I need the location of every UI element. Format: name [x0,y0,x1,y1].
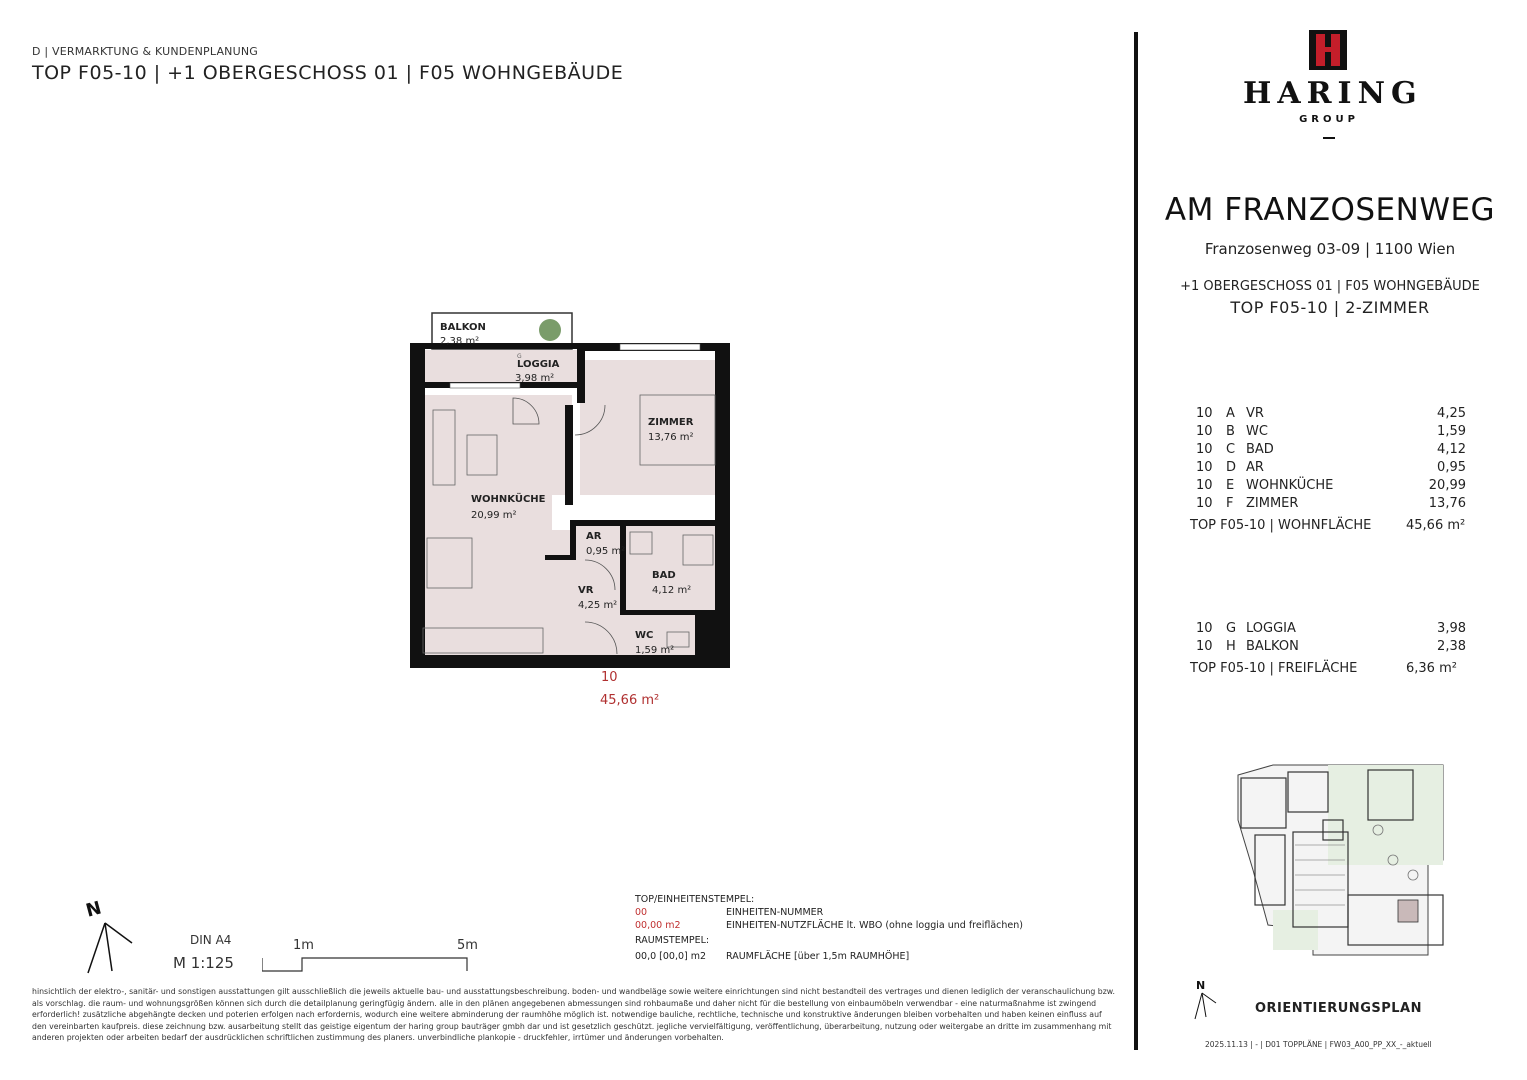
row-letter: H [1226,638,1236,654]
row-value: 13,76 [1428,495,1466,511]
wohnkueche-label: WOHNKÜCHE [471,494,546,505]
row-value: 20,99 [1428,477,1466,493]
unit-number: 10 [601,670,618,685]
orientation-label: ORIENTIERUNGSPLAN [1255,1001,1422,1016]
total-value: 45,66 m² [1406,517,1466,533]
stamp-room-heading: RAUMSTEMPEL: [635,935,710,946]
table-row [1190,440,1466,458]
balkon-area: 2,38 m² [440,336,480,347]
haring-logo [1243,30,1423,130]
vr-label: VR [578,585,594,596]
wohnkueche-area: 20,99 m² [471,510,517,521]
row-letter: B [1226,423,1235,439]
orientation-north-icon [1190,975,1220,1023]
row-letter: F [1226,495,1234,511]
project-floor: +1 OBERGESCHOSS 01 | F05 WOHNGEBÄUDE [1180,279,1480,294]
bad-label: BAD [652,570,676,581]
row-name: ZIMMER [1246,495,1299,511]
table-row [1190,619,1466,637]
row-value: 3,98 [1437,620,1466,636]
department-label: D | VERMARKTUNG & KUNDENPLANUNG [32,45,259,58]
total-value: 6,36 m² [1406,660,1457,676]
scale-tick-1m: 1m [293,938,314,953]
logo-subtitle: GROUP [1299,114,1359,125]
table-row [1190,422,1466,440]
orientation-north-letter: N [1196,979,1206,992]
stamp-legend [635,893,1023,963]
row-num: 10 [1196,477,1213,493]
loggia-label: LOGGIA [517,359,560,370]
row-name: BAD [1246,441,1274,457]
row-name: LOGGIA [1246,620,1296,636]
stamp-unit-area-code: 00,00 m2 [635,920,681,931]
wc-label: WC [635,630,654,641]
row-value: 0,95 [1437,459,1466,475]
plant-icon [539,319,561,341]
north-arrow-icon [80,893,140,983]
north-letter: N [83,897,104,922]
zimmer-area: 13,76 m² [648,432,694,443]
stamp-room-desc: RAUMFLÄCHE [über 1,5m RAUMHÖHE] [726,951,910,962]
scale-bar [262,955,472,975]
table-row [1190,637,1466,655]
total-label: TOP F05-10 | FREIFLÄCHE [1190,660,1358,676]
window [450,383,520,388]
total-row [1190,655,1466,677]
table-row [1190,494,1466,512]
row-num: 10 [1196,459,1213,475]
footer-reference: 2025.11.13 | - | D01 TOPPLÄNE | FW03_A00_PP_XX_-_aktuell [1205,1040,1432,1049]
floor-plan [405,310,735,670]
row-letter: C [1226,441,1236,457]
loggia-letter: G [517,353,522,360]
zimmer-label: ZIMMER [648,417,694,428]
page-title: TOP F05-10 | +1 OBERGESCHOSS 01 | F05 WOHNGEBÄUDE [32,62,624,84]
stamp-unit-code-desc: EINHEITEN-NUMMER [726,907,824,918]
stamp-row [635,950,1023,963]
divider-line [1134,32,1138,1050]
row-num: 10 [1196,441,1213,457]
ar-area: 0,95 m² [586,546,626,557]
row-value: 4,25 [1437,405,1466,421]
orientation-plan [1233,760,1448,965]
wohnkueche-fill [415,395,552,657]
scale-paper: DIN A4 [190,933,232,947]
logo-wordmark: HARING [1243,76,1423,111]
row-value: 2,38 [1437,638,1466,654]
row-name: VR [1246,405,1264,421]
row-name: BALKON [1246,638,1299,654]
stamp-heading: TOP/EINHEITENSTEMPEL: [635,894,755,905]
highlighted-building [1398,900,1418,922]
stamp-unit-area-desc: EINHEITEN-NUTZFLÄCHE lt. WBO (ohne loggia und freiflächen) [726,920,1023,931]
row-letter: A [1226,405,1235,421]
row-num: 10 [1196,495,1213,511]
row-num: 10 [1196,405,1213,421]
vr-area: 4,25 m² [578,600,618,611]
logo-dash [1323,137,1335,139]
unit-area: 45,66 m² [600,693,660,708]
row-name: WOHNKÜCHE [1246,477,1334,493]
project-unit: TOP F05-10 | 2-ZIMMER [1230,298,1430,317]
disclaimer-text: hinsichtlich der elektro-, sanitär- und sonstigen ausstattungen gilt ausschließlich die jeweils aktuelle bau- und ausstattungsbeschreibung. boden- und wandbeläge sowie weitere einrichtungen sind nicht bestandteil des vertrages und dienen lediglich der veranschaulichung bzw. als vorschlag. die raum- und wohnungsgrößen können sich durch die detailplanung geringfügig ändern. alle in den plänen angegebenen abmessungen sind rohbaumaße und daher nicht für die bestellung von einbaumöbeln verwendbar - eine naturmaßnahme ist zwingend erforderlich! zusätzliche abgehängte decken und poterien erfolgen nach erfordernis, wodurch eine weitere abminderung der raumhöhe möglich ist. notwendige bauliche, rechtliche, technische und konstruktive änderungen bleiben vorbehalten und haben keinen einfluss auf den vereinbarten kaufpreis. diese zeichnung bzw. ausarbeitung stellt das geistige eigentum der haring group bauträger gmbh dar und ist gesetzlich geschützt. jegliche vervielfältigung, veröffentlichung, überarbeitung, nutzung oder weitergabe an dritte im zusammenhang mit anderen projekten oder arbeiten bedarf der ausdrücklichen schriftlichen zustimmung des planers. unverbindliche plankopie - druckfehler, irrtümer und änderungen vorbehalten. [32,987,1115,1043]
row-name: WC [1246,423,1268,439]
row-value: 1,59 [1437,423,1466,439]
logo-mark-icon [1309,30,1347,70]
row-value: 4,12 [1437,441,1466,457]
bad-area: 4,12 m² [652,585,692,596]
stamp-unit-code: 00 [635,907,648,918]
stamp-row [635,919,1023,932]
row-num: 10 [1196,638,1213,654]
total-row [1190,512,1466,534]
row-letter: D [1226,459,1237,475]
window [620,344,700,350]
stamp-row [635,906,1023,919]
project-address: Franzosenweg 03-09 | 1100 Wien [1204,240,1456,258]
row-name: AR [1246,459,1264,475]
table-row [1190,476,1466,494]
project-title: AM FRANZOSENWEG [1164,192,1496,228]
scale-tick-5m: 5m [457,938,478,953]
scale-ratio: M 1:125 [173,954,234,972]
table-row [1190,458,1466,476]
row-num: 10 [1196,423,1213,439]
outdoor-area-table [1190,619,1466,677]
wc-area: 1,59 m² [635,645,675,656]
row-letter: G [1226,620,1237,636]
loggia-area: 3,98 m² [515,373,555,384]
table-row [1190,404,1466,422]
ar-label: AR [586,531,602,542]
living-area-table [1190,404,1466,534]
row-letter: E [1226,477,1235,493]
total-label: TOP F05-10 | WOHNFLÄCHE [1190,517,1372,533]
stamp-room-code: 00,0 [00,0] m2 [635,951,707,962]
row-num: 10 [1196,620,1213,636]
balkon-label: BALKON [440,322,486,333]
